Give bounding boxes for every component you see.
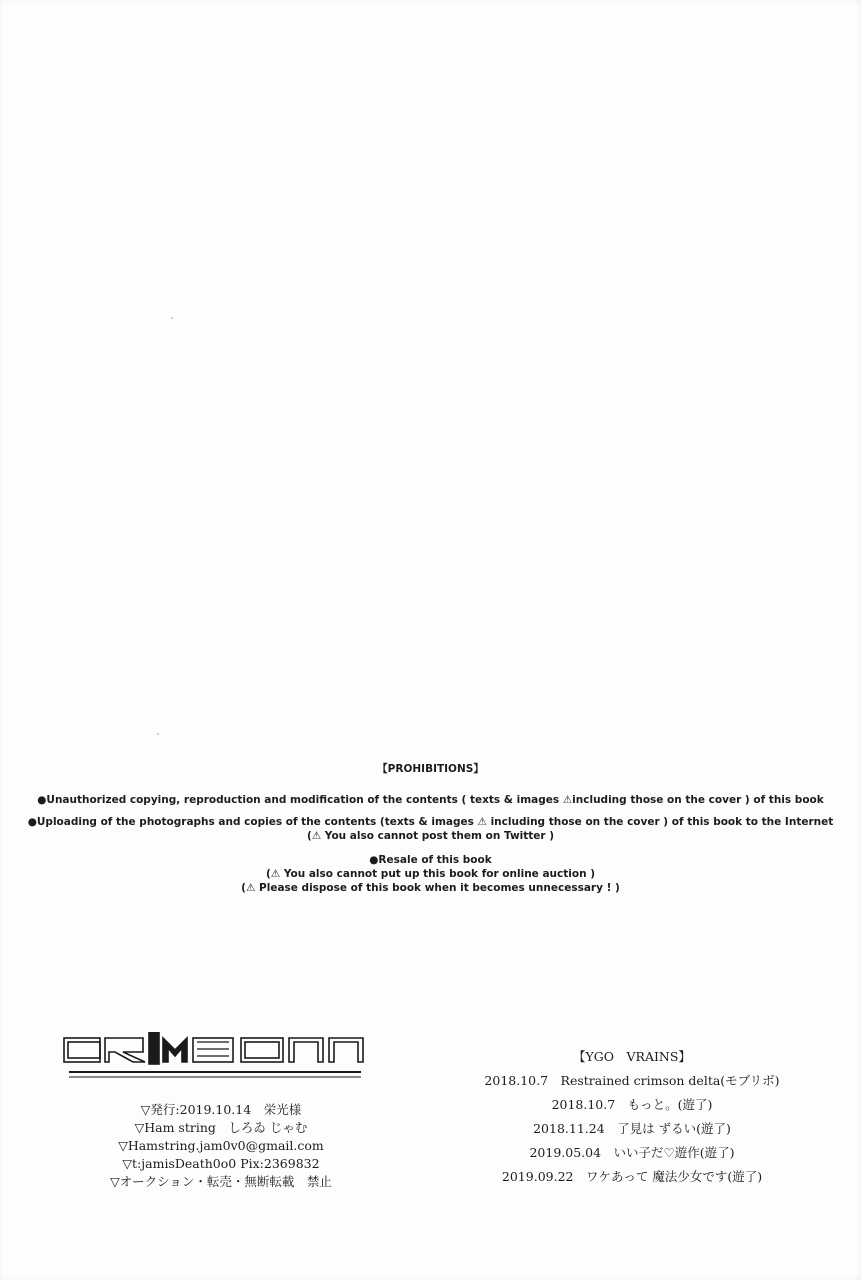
prohibition-uploading-note: (⚠ You also cannot post them on Twitter ) <box>306 830 555 842</box>
prohibitions-heading: 【PROHIBITIONS】 <box>377 763 484 775</box>
paper-speck <box>171 317 173 319</box>
works-entry: 2018.10.7 もっと。(遊了) <box>551 1097 713 1112</box>
prohibition-uploading: ●Uploading of the photographs and copies of the contents (texts & images ⚠ including those on the cover ) of this book to the Internet <box>27 816 834 828</box>
paper-speck <box>157 733 159 735</box>
prohibition-resale-note-dispose: (⚠ Please dispose of this book when it becomes unnecessary ! ) <box>241 882 620 894</box>
prohibition-resale: ●Resale of this book <box>369 854 492 866</box>
colophon-prohibition: ▽オークション・転売・無断転載 禁止 <box>110 1174 332 1189</box>
works-title: 【YGO VRAINS】 <box>573 1049 691 1064</box>
works-entry: 2019.05.04 いい子だ♡遊作(遊了) <box>529 1145 735 1160</box>
works-list <box>452 1045 812 1189</box>
prohibition-resale-note-auction: (⚠ You also cannot put up this book for online auction ) <box>266 868 595 880</box>
colophon-email: ▽Hamstring.jam0v0@gmail.com <box>118 1138 324 1153</box>
colophon-issue-date: ▽発行:2019.10.14 栄光様 <box>140 1102 302 1117</box>
works-entry: 2018.10.7 Restrained crimson delta(モブリボ) <box>484 1073 780 1088</box>
colophon-circle-author: ▽Ham string しろゐ じゃむ <box>134 1120 308 1135</box>
prohibitions-notice <box>0 762 861 895</box>
colophon-social: ▽t:jamisDeath0o0 Pix:2369832 <box>122 1156 320 1171</box>
works-entry: 2019.09.22 ワケあって 魔法少女です(遊了) <box>501 1169 763 1184</box>
colophon <box>58 1101 384 1191</box>
prohibition-copying: ●Unauthorized copying, reproduction and modification of the contents ( texts & images ⚠including those on the cover ) of this book <box>37 794 824 806</box>
works-entry: 2018.11.24 了見は ずるい(遊了) <box>533 1121 731 1136</box>
crimson-logo <box>63 1032 367 1084</box>
